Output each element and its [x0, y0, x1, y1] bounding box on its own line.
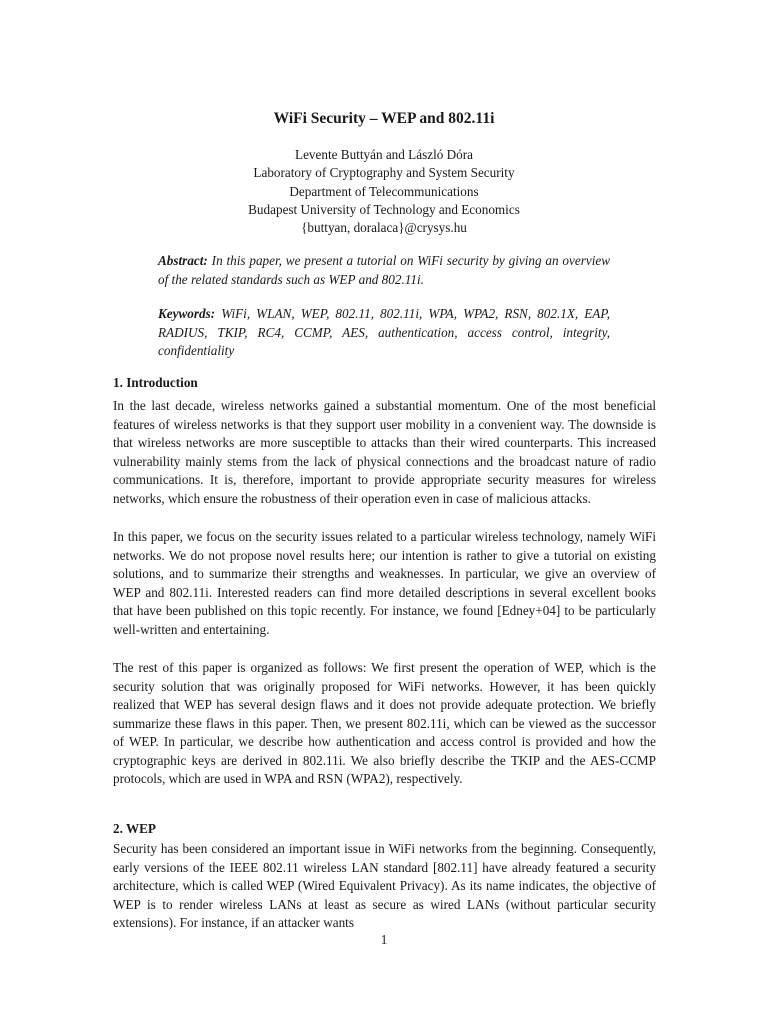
page-number: 1 — [380, 932, 388, 947]
abstract — [158, 252, 610, 289]
wep-paragraph-1: Security has been considered an important issue in WiFi networks from the beginning. Consequently, early versions of the IEEE 802.11 wireless LAN standard [802.11] have already featured a security architecture, which is called WEP (Wired Equivalent Privacy). As its name indicates, the objective of WEP is to render wireless LANs at least as secure as wired LANs (without particular security extensions). For instance, if an attacker wants — [113, 841, 656, 931]
intro-paragraph-1: In the last decade, wireless networks gained a substantial momentum. One of the most beneficial features of wireless networks is that they support user mobility in a convenient way. The downside is that wireless networks are more susceptible to attacks than their wired counterparts. This increased vulnerability mainly stems from the lack of physical connections and the broadcast nature of radio communications. It is, therefore, important to provide appropriate security measures for wireless networks, which ensure the robustness of their operation even in case of malicious attacks. — [113, 398, 656, 506]
author-block — [0, 146, 768, 237]
author-university: Budapest University of Technology and Economics — [248, 201, 520, 217]
abstract-text: In this paper, we present a tutorial on WiFi security by giving an overview of the related standards such as WEP and 802.11i. — [158, 253, 611, 287]
author-lab: Laboratory of Cryptography and System Security — [253, 165, 515, 181]
author-email: {buttyan, doralaca}@crysys.hu — [301, 220, 467, 236]
author-names: Levente Buttyán and László Dóra — [295, 147, 473, 162]
keywords — [158, 305, 610, 361]
keywords-label: Keywords: — [158, 306, 216, 321]
section-heading-introduction: 1. Introduction — [113, 375, 198, 390]
author-department: Department of Telecommunications — [289, 183, 479, 199]
intro-paragraph-2: In this paper, we focus on the security issues related to a particular wireless technology, namely WiFi networks. We do not propose novel results here; our intention is rather to give a tutorial on existing solutions, and to summarize their strengths and weaknesses. In particular, we give an overview of WEP and 802.11i. Interested readers can find more detailed descriptions in several excellent books that have been published on this topic recently. For instance, we found [Edney+04] to be particularly well-written and entertaining. — [113, 529, 656, 637]
paper-title: WiFi Security – WEP and 802.11i — [273, 110, 495, 127]
abstract-label: Abstract: — [158, 253, 208, 268]
section-heading-wep: 2. WEP — [113, 821, 156, 836]
intro-paragraph-3: The rest of this paper is organized as follows: We first present the operation of WEP, which is the security solution that was originally proposed for WiFi networks. However, it has been quickly realized that WEP has several design flaws and it does not provide adequate protection. We briefly summarize these flaws in this paper. Then, we present 802.11i, which can be viewed as the successor of WEP. In particular, we describe how authentication and access control is provided and how the cryptographic keys are derived in 802.11i. We also briefly describe the TKIP and the AES-CCMP protocols, which are used in WPA and RSN (WPA2), respectively. — [113, 660, 656, 787]
keywords-text: WiFi, WLAN, WEP, 802.11, 802.11i, WPA, WPA2, RSN, 802.1X, EAP, RADIUS, TKIP, RC4, CCMP, AES, authentication, access control, integrity, confidentiality — [158, 306, 610, 358]
